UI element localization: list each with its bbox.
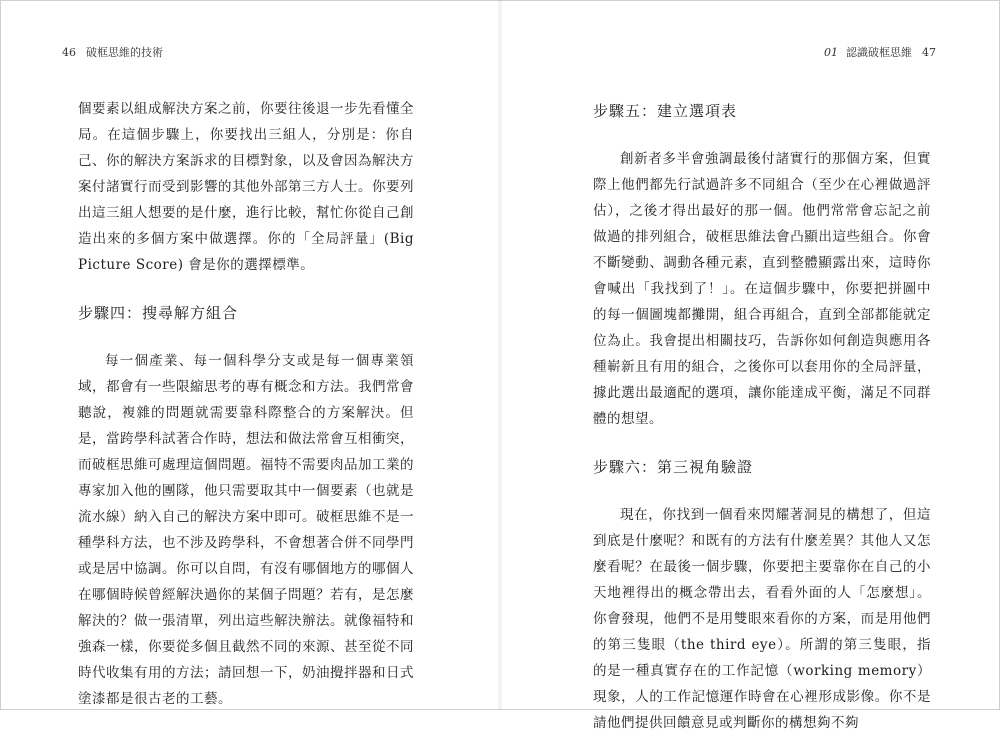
right-running-header [824, 44, 936, 60]
right-page [500, 0, 1000, 731]
step5-heading: 步驟五：建立選項表 [593, 102, 738, 120]
left-running-head: 破框思維的技術 [86, 46, 163, 59]
step6-paragraph: 現在，你找到一個看來閃耀著洞見的構想了，但這到底是什麼呢？和既有的方法有什麼差異？其他人又怎麼看呢？在最後一個步驟，你要把主要靠你在自己的小天地裡得出的概念帶出去，看看外面的人「怎麼想」。你會發現，他們不是用雙眼來看你的方案，而是用他們的第三隻眼（the third eye）。所謂的第三隻眼，指的是一種真實存在的工作記憶（working memory）現象，人的工作記憶運作時會在心裡形成影像。你不是請他們提供回饋意見或判斷你的構想夠不夠 [593, 507, 931, 731]
right-running-head: 認識破框思維 [846, 46, 912, 59]
right-page-body [593, 98, 931, 736]
right-page-number: 47 [922, 46, 936, 59]
step4-paragraph: 每一個產業、每一個科學分支或是每一個專業領域，都會有一些限縮思考的專有概念和方法。我們常會聽說，複雜的問題就需要靠科際整合的方案解決。但是，當跨學科試著合作時，想法和做法常會互相衝突，而破框思維可處理這個問題。福特不需要肉品加工業的專家加入他的團隊，他只需要取其中一個要素（也就是流水線）納入自己的解決方案中即可。破框思維不是一種學科方法，也不涉及跨學科，不會想著合併不同學門或是居中協調。你可以自問，有沒有哪個地方的哪個人在哪個時候曾經解決過你的某個子問題？若有，是怎麼解決的？做一張清單，列出這些解決辦法。就像福特和強森一樣，你要從多個且截然不同的來源、甚至從不同時代收集有用的方法；請回想一下，奶油攪拌器和日式塗漆都是很古老的工藝。 [78, 353, 414, 707]
left-page [0, 0, 500, 710]
step4-heading: 步驟四：搜尋解方組合 [78, 304, 239, 322]
step5-paragraph: 創新者多半會強調最後付諸實行的那個方案，但實際上他們都先行試過許多不同組合（至少在心裡做過評估），之後才得出最好的那一個。他們常常會忘記之前做過的排列組合，破框思維法會凸顯出這些組合。你會不斷變動、調動各種元素，直到整體顯露出來，這時你會喊出「我找到了！」。在這個步驟中，你要把拼圖中的每一個圖塊都攤開，組合再組合，直到全部都能就定位為止。我會提出相關技巧，告訴你如何創造與應用各種嶄新且有用的組合，之後你可以套用你的全局評量，據此選出最適配的選項，讓你能達成平衡，滿足不同群體的想望。 [593, 151, 931, 427]
step6-heading: 步驟六：第三視角驗證 [593, 458, 754, 476]
chapter-label: 01 [824, 46, 838, 59]
left-page-body [78, 96, 414, 712]
intro-paragraph: 個要素以組成解決方案之前，你要往後退一步先看懂全局。在這個步驟上，你要找出三組人，分別是：你自己、你的解決方案訴求的目標對象，以及會因為解決方案付諸實行而受到影響的其他外部第三方人士。你要列出這三組人想要的是什麼，進行比較，幫忙你從自己創造出來的多個方案中做選擇。你的「全局評量」(Big Picture Score) 會是你的選擇標準。 [78, 101, 414, 273]
left-page-number: 46 [62, 46, 76, 59]
left-running-header [62, 44, 163, 60]
